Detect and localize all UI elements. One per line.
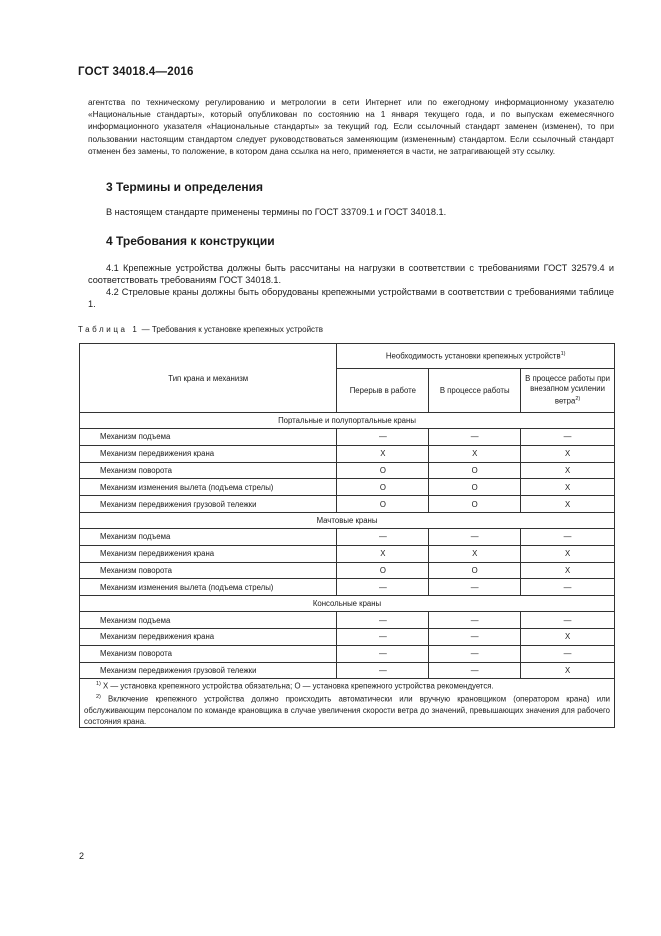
value-cell: O [337,462,429,479]
value-cell: — [429,429,521,446]
footnote-1-mark: 1) [96,681,101,688]
value-cell: — [337,662,429,679]
intro-paragraph: агентства по техническому регулированию и метрологии в сети Интернет или по ежегодному информационному указателю «Национальные стандарты», который опубликован по состоянию на 1 января текущего года, и по выпускам ежемесячного информационного указателя «Национальные стандарты» за текущий год. Если ссылочный стандарт заменен (изменен), то при пользовании настоящим стандартом следует руководствоваться заменяющим (измененным) стандартом. Если ссылочный стандарт отменен без замены, то положение, в котором дана ссылка на него, применяется в части, не затрагивающей эту ссылку. [88,97,614,156]
value-cell: O [429,496,521,513]
value-cell: X [521,462,615,479]
value-cell: — [521,645,615,662]
header-break: Перерыв в работе [337,369,429,413]
footnote-ref-2: 2) [575,396,581,403]
value-cell: — [337,628,429,645]
footnote-2 [84,692,610,727]
value-cell: — [521,429,615,446]
mechanism-name: Механизм изменения вылета (подъема стрелы) [80,479,337,496]
table-row [80,528,615,545]
value-cell: — [521,528,615,545]
value-cell: — [337,528,429,545]
page-number: 2 [79,851,85,861]
mechanism-name: Механизм подъема [80,528,337,545]
mechanism-name: Механизм передвижения крана [80,628,337,645]
value-cell: O [337,479,429,496]
value-cell: — [429,645,521,662]
clause-4-1: 4.1 Крепежные устройства должны быть рассчитаны на нагрузки в соответствии с требованиями ГОСТ 32579.4 и соответствовать требованиям ГОСТ 34018.1. [88,263,614,285]
footnote-1-text: X — установка крепежного устройства обязательна; O — установка крепежного устройства рекомендуется. [100,681,494,691]
group-title: Мачтовые краны [80,512,615,528]
document-header: ГОСТ 34018.4—2016 [78,66,194,78]
requirements-table [79,343,615,728]
value-cell: O [337,496,429,513]
mechanism-name: Механизм изменения вылета (подъема стрелы) [80,579,337,596]
table-row [80,562,615,579]
mechanism-name: Механизм поворота [80,462,337,479]
table-row [80,612,615,629]
header-wind-label: В процессе работы при внезапном усилении ветра [525,374,610,406]
group-title: Консольные краны [80,596,615,612]
section-3-text: В настоящем стандарте применены термины по ГОСТ 33709.1 и ГОСТ 34018.1. [106,207,447,217]
value-cell: X [521,562,615,579]
footnote-ref-1: 1) [560,351,566,358]
value-cell: X [337,545,429,562]
mechanism-name: Механизм передвижения крана [80,445,337,462]
section-3-title: 3 Термины и определения [106,180,264,194]
value-cell: — [521,579,615,596]
table-row [80,462,615,479]
mechanism-name: Механизм подъема [80,612,337,629]
value-cell: — [429,628,521,645]
mechanism-name: Механизм поворота [80,562,337,579]
value-cell: — [337,645,429,662]
table-row [80,496,615,513]
value-cell: — [337,612,429,629]
table-caption [78,325,323,334]
value-cell: X [521,628,615,645]
value-cell: O [429,479,521,496]
group-title: Портальные и полупортальные краны [80,413,615,429]
mechanism-name: Механизм передвижения грузовой тележки [80,662,337,679]
value-cell: X [429,545,521,562]
footnote-2-mark: 2) [96,693,101,700]
value-cell: O [337,562,429,579]
table-caption-text: — Требования к установке крепежных устройств [139,325,323,334]
value-cell: O [429,562,521,579]
table-row [80,445,615,462]
table-row [80,579,615,596]
value-cell: O [429,462,521,479]
table-caption-label: Таблица 1 [78,325,140,334]
mechanism-name: Механизм поворота [80,645,337,662]
header-in-work: В процессе работы [429,369,521,413]
footnote-1 [84,679,610,692]
section-4-title: 4 Требования к конструкции [106,234,275,248]
table-row [80,662,615,679]
value-cell: — [429,528,521,545]
value-cell: — [521,612,615,629]
value-cell: — [429,662,521,679]
header-crane-type: Тип крана и механизм [80,344,337,413]
mechanism-name: Механизм передвижения крана [80,545,337,562]
value-cell: X [521,662,615,679]
mechanism-name: Механизм подъема [80,429,337,446]
value-cell: — [429,612,521,629]
value-cell: — [337,429,429,446]
value-cell: X [521,445,615,462]
value-cell: X [521,496,615,513]
table-footnotes [80,679,615,727]
header-wind [521,369,615,413]
mechanism-name: Механизм передвижения грузовой тележки [80,496,337,513]
value-cell: — [429,579,521,596]
table-row [80,628,615,645]
value-cell: X [521,545,615,562]
table-row [80,429,615,446]
table-row [80,645,615,662]
value-cell: — [337,579,429,596]
header-necessity [337,344,615,369]
header-necessity-label: Необходимость установки крепежных устройств [385,351,561,361]
footnote-2-text: Включение крепежного устройства должно происходить автоматически или вручную крановщиком (оператором крана) или обслуживающим персоналом по команде крановщика в случае увеличения скорости ветра до значений, превышающих значения для рабочего состояния крана. [84,694,610,726]
value-cell: X [429,445,521,462]
table-row [80,479,615,496]
table-row [80,545,615,562]
value-cell: X [521,479,615,496]
value-cell: X [337,445,429,462]
clause-4-2: 4.2 Стреловые краны должны быть оборудованы крепежными устройствами в соответствии с требованиями таблице 1. [88,287,614,309]
